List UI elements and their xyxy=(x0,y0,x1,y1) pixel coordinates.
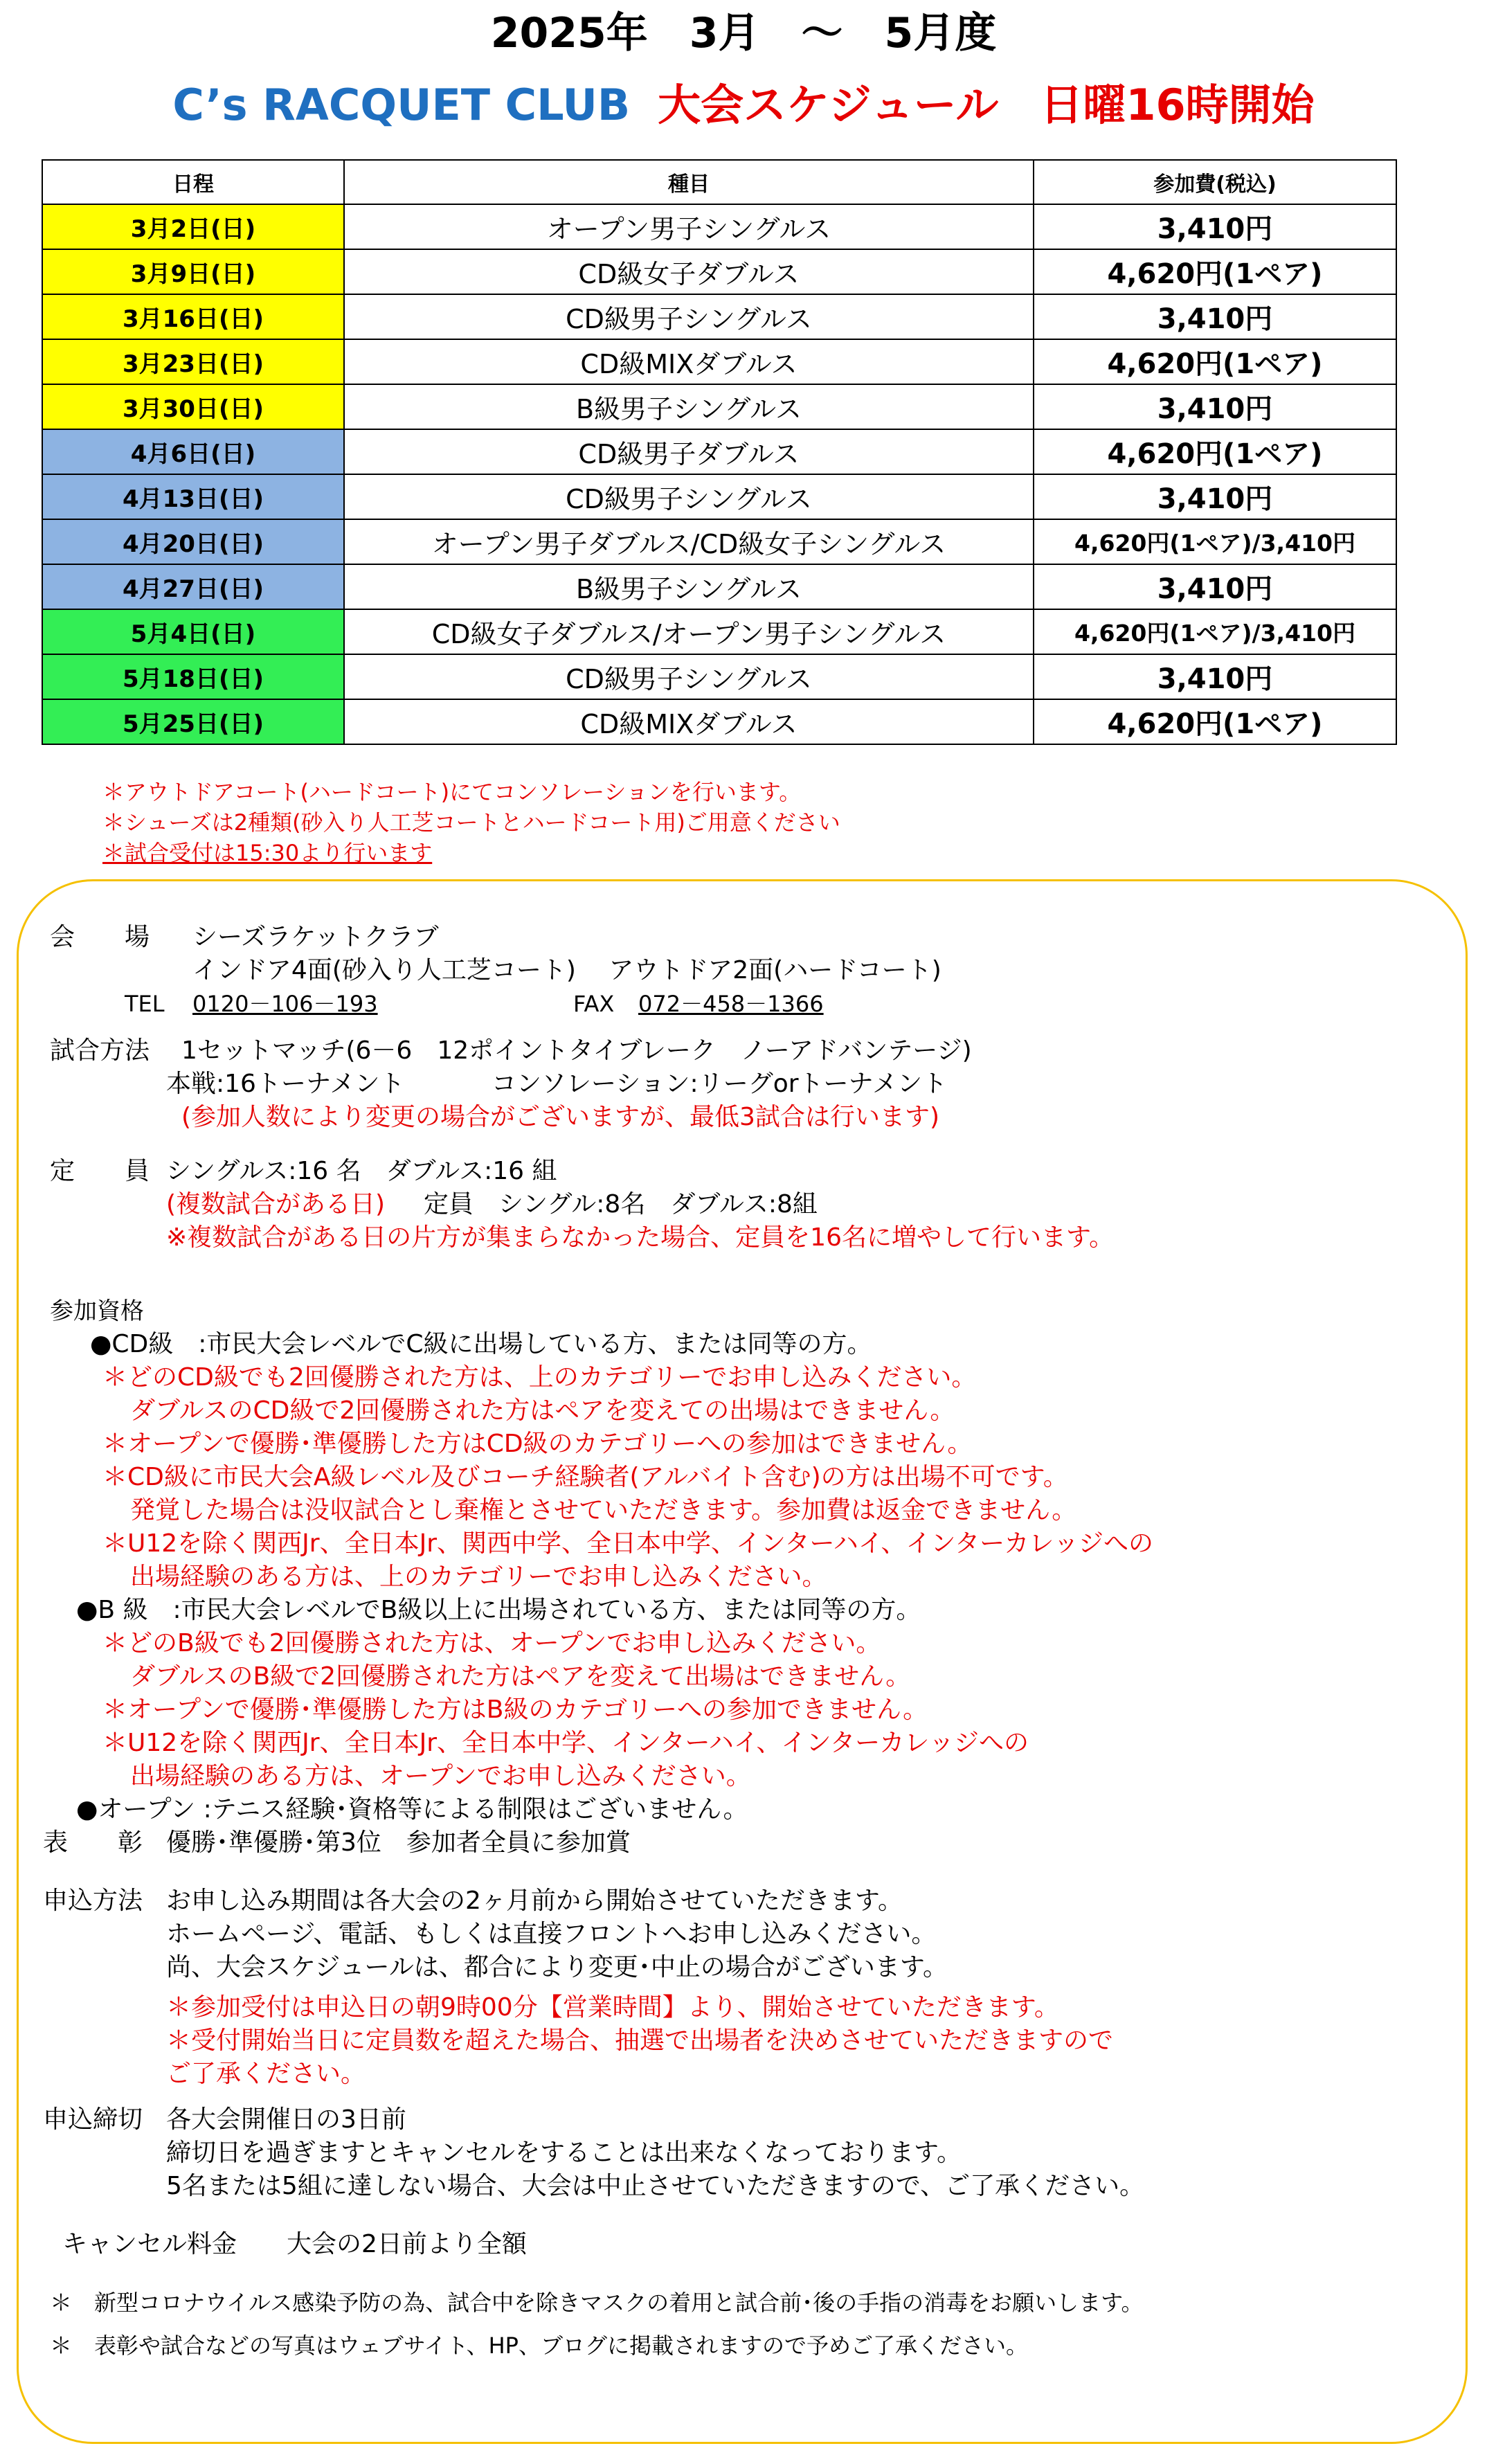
table-row xyxy=(42,249,1396,294)
table-row xyxy=(42,519,1396,564)
schedule-date: 4月6日(日) xyxy=(42,429,344,474)
cancel-fee: キャンセル料金 大会の2日前より全額 xyxy=(62,2230,527,2258)
cd-class-note-2: ダブルスのCD級で2回優勝された方はペアを変えての出場はできません。 xyxy=(130,1396,955,1425)
schedule-fee: 4,620円(1ペア)/3,410円 xyxy=(1034,609,1396,654)
method-note: (参加人数により変更の場合がございますが、最低3試合は行います) xyxy=(181,1103,939,1131)
fax-number: 072－458－1366 xyxy=(638,991,824,1017)
cd-class-note-6: ＊U12を除く関西Jr、全日本Jr、関西中学、全日本中学、インターハイ、インターカレッジへの xyxy=(102,1529,1153,1558)
schedule-date: 3月23日(日) xyxy=(42,339,344,384)
apply-label: 申込方法 xyxy=(43,1887,143,1915)
method-consolation: コンソレーション:リーグorトーナメント xyxy=(492,1070,948,1098)
method-main-draw: 本戦:16トーナメント xyxy=(166,1070,405,1098)
footnote-covid: ＊ 新型コロナウイルス感染予防の為、試合中を除きマスクの着用と試合前･後の手指の消毒をお願いします。 xyxy=(50,2290,1144,2316)
table-row xyxy=(42,339,1396,384)
schedule-event: CD級男子シングルス xyxy=(344,654,1034,699)
table-row xyxy=(42,699,1396,744)
schedule-event: CD級女子ダブルス xyxy=(344,249,1034,294)
table-row xyxy=(42,474,1396,519)
award-text: 優勝･準優勝･第3位 参加者全員に参加賞 xyxy=(166,1828,631,1857)
table-row xyxy=(42,384,1396,429)
schedule-date: 3月2日(日) xyxy=(42,204,344,249)
club-name: C’s RACQUET CLUB xyxy=(172,80,631,130)
venue-courts: インドア4面(砂入り人工芝コート) アウトドア2面(ハードコート) xyxy=(192,956,941,984)
table-header-row xyxy=(42,160,1396,204)
open-class-head: ●オープン :テニス経験･資格等による制限はございません。 xyxy=(76,1795,748,1824)
schedule-fee: 3,410円 xyxy=(1034,204,1396,249)
b-class-note-2: ダブルスのB級で2回優勝された方はペアを変えて出場はできません。 xyxy=(130,1662,911,1691)
schedule-rows xyxy=(42,204,1396,744)
schedule-date: 5月18日(日) xyxy=(42,654,344,699)
note-shoes: ＊シューズは2種類(砂入り人工芝コートとハードコート用)ご用意ください xyxy=(102,809,840,836)
page-title: 2025年 3月 ～ 5月度 xyxy=(490,9,997,57)
apply-line-1: お申し込み期間は各大会の2ヶ月前から開始させていただきます。 xyxy=(166,1887,903,1915)
note-reception: ＊試合受付は15:30より行います xyxy=(102,840,433,866)
schedule-table xyxy=(42,159,1397,745)
schedule-notes xyxy=(102,777,840,868)
schedule-fee: 4,620円(1ペア)/3,410円 xyxy=(1034,519,1396,564)
cd-class-note-4: ＊CD級に市民大会A級レベル及びコーチ経験者(アルバイト含む)の方は出場不可です。 xyxy=(102,1463,1068,1491)
schedule-fee: 4,620円(1ペア) xyxy=(1034,339,1396,384)
capacity-note: ※複数試合がある日の片方が集まらなかった場合、定員を16名に増やして行います。 xyxy=(166,1223,1115,1252)
venue-name: シーズラケットクラブ xyxy=(192,923,439,951)
schedule-fee: 4,620円(1ペア) xyxy=(1034,429,1396,474)
table-row xyxy=(42,204,1396,249)
method-line-1: 1セットマッチ(6－6 12ポイントタイブレーク ノーアドバンテージ) xyxy=(181,1036,972,1065)
deadline-line-3: 5名または5組に達しない場合、大会は中止させていただきますので、ご了承ください。 xyxy=(166,2172,1145,2200)
tel-number: 0120－106－193 xyxy=(192,991,378,1017)
schedule-fee: 3,410円 xyxy=(1034,384,1396,429)
cd-class-note-1: ＊どのCD級でも2回優勝された方は、上のカテゴリーでお申し込みください。 xyxy=(102,1363,977,1392)
capacity-line-2: 定員 シングル:8名 ダブルス:8組 xyxy=(424,1190,818,1218)
schedule-date: 4月27日(日) xyxy=(42,564,344,609)
schedule-event: CD級MIXダブルス xyxy=(344,699,1034,744)
deadline-line-2: 締切日を過ぎますとキャンセルをすることは出来なくなっております。 xyxy=(166,2139,962,2167)
apply-note-1: ＊参加受付は申込日の朝9時00分【営業時間】より、開始させていただきます。 xyxy=(166,1993,1059,2022)
schedule-fee: 3,410円 xyxy=(1034,654,1396,699)
schedule-event: B級男子シングルス xyxy=(344,384,1034,429)
schedule-date: 3月9日(日) xyxy=(42,249,344,294)
method-label: 試合方法 xyxy=(50,1036,150,1065)
venue-label: 会 場 xyxy=(50,923,150,951)
schedule-date: 3月16日(日) xyxy=(42,294,344,339)
schedule-date: 4月20日(日) xyxy=(42,519,344,564)
cd-class-note-7: 出場経験のある方は、上のカテゴリーでお申し込みください。 xyxy=(130,1563,827,1591)
b-class-note-1: ＊どのB級でも2回優勝された方は、オープンでお申し込みください。 xyxy=(102,1629,881,1657)
apply-line-2: ホームページ、電話、もしくは直接フロントへお申し込みください。 xyxy=(166,1920,937,1948)
table-row xyxy=(42,564,1396,609)
deadline-label: 申込締切 xyxy=(43,2105,143,2134)
schedule-label: 大会スケジュール xyxy=(658,80,999,130)
footnote-photos: ＊ 表彰や試合などの写真はウェブサイト、HP、ブログに掲載されますので予めご了承ください。 xyxy=(50,2332,1028,2359)
page-subtitle xyxy=(0,72,1487,138)
schedule-fee: 3,410円 xyxy=(1034,294,1396,339)
b-class-note-3: ＊オープンで優勝･準優勝した方はB級のカテゴリーへの参加できません。 xyxy=(102,1696,928,1724)
schedule-fee: 3,410円 xyxy=(1034,474,1396,519)
apply-line-3: 尚、大会スケジュールは、都合により変更･中止の場合がございます。 xyxy=(166,1953,948,1981)
header-fee: 参加費(税込) xyxy=(1034,160,1396,204)
table-row xyxy=(42,429,1396,474)
start-time-label: 日曜16時開始 xyxy=(1040,80,1315,130)
b-class-note-4: ＊U12を除く関西Jr、全日本Jr、全日本中学、インターハイ、インターカレッジへの xyxy=(102,1729,1029,1757)
schedule-date: 4月13日(日) xyxy=(42,474,344,519)
schedule-event: B級男子シングルス xyxy=(344,564,1034,609)
deadline-line-1: 各大会開催日の3日前 xyxy=(166,2105,406,2134)
header-event: 種目 xyxy=(344,160,1034,204)
award-label: 表 彰 xyxy=(43,1828,143,1857)
schedule-event: オープン男子ダブルス/CD級女子シングルス xyxy=(344,519,1034,564)
schedule-date: 5月4日(日) xyxy=(42,609,344,654)
capacity-line-1: シングルス:16 名 ダブルス:16 組 xyxy=(166,1157,557,1185)
schedule-event: CD級男子シングルス xyxy=(344,294,1034,339)
schedule-event: CD級男子ダブルス xyxy=(344,429,1034,474)
cd-class-note-3: ＊オープンで優勝･準優勝した方はCD級のカテゴリーへの参加はできません。 xyxy=(102,1430,973,1458)
capacity-label: 定 員 xyxy=(50,1157,150,1185)
schedule-date: 5月25日(日) xyxy=(42,699,344,744)
table-row xyxy=(42,294,1396,339)
schedule-event: CD級女子ダブルス/オープン男子シングルス xyxy=(344,609,1034,654)
cd-class-head: ●CD級 :市民大会レベルでC級に出場している方、または同等の方。 xyxy=(90,1330,872,1358)
table-row xyxy=(42,609,1396,654)
capacity-multi-day: (複数試合がある日) xyxy=(166,1190,386,1218)
apply-note-2: ＊受付開始当日に定員数を超えた場合、抽選で出場者を決めさせていただきますので xyxy=(166,2026,1114,2055)
table-row xyxy=(42,654,1396,699)
fax-label: FAX xyxy=(573,991,615,1017)
schedule-fee: 4,620円(1ペア) xyxy=(1034,249,1396,294)
schedule-event: オープン男子シングルス xyxy=(344,204,1034,249)
b-class-head: ●B 級 :市民大会レベルでB級以上に出場されている方、または同等の方。 xyxy=(76,1596,921,1624)
cd-class-note-5: 発覚した場合は没収試合とし棄権とさせていただきます。参加費は返金できません。 xyxy=(130,1496,1077,1525)
tel-label: TEL xyxy=(125,991,165,1017)
header-date: 日程 xyxy=(42,160,344,204)
qualification-label: 参加資格 xyxy=(50,1297,144,1325)
schedule-fee: 4,620円(1ペア) xyxy=(1034,699,1396,744)
schedule-date: 3月30日(日) xyxy=(42,384,344,429)
note-consolation: ＊アウトドアコート(ハードコート)にてコンソレーションを行います。 xyxy=(102,779,802,805)
schedule-fee: 3,410円 xyxy=(1034,564,1396,609)
apply-note-3: ご了承ください。 xyxy=(166,2060,366,2088)
b-class-note-5: 出場経験のある方は、オープンでお申し込みください。 xyxy=(130,1762,751,1790)
schedule-event: CD級MIXダブルス xyxy=(344,339,1034,384)
schedule-event: CD級男子シングルス xyxy=(344,474,1034,519)
